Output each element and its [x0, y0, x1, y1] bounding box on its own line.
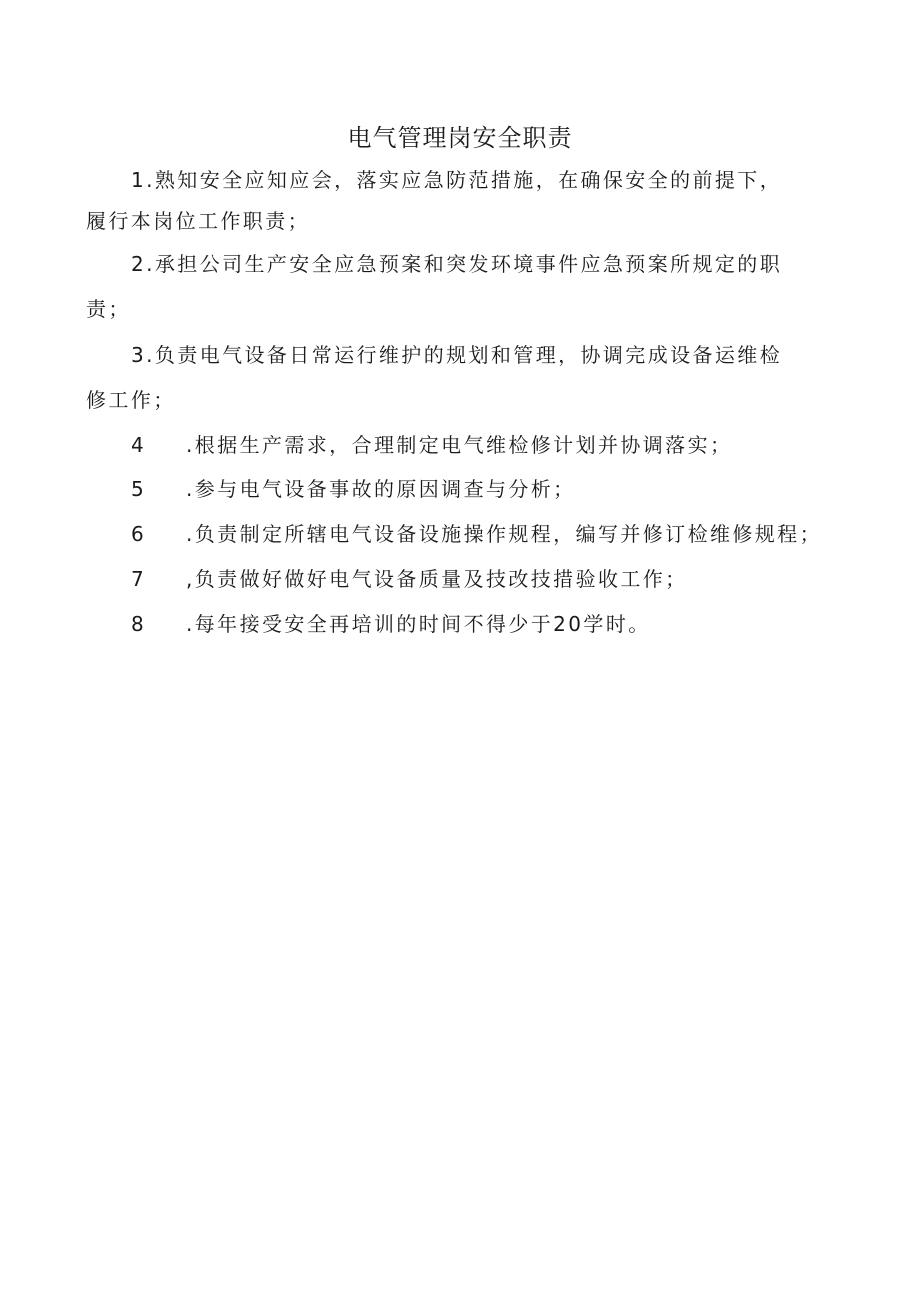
duty-item-2-separator: .: [146, 252, 155, 276]
duty-item-5-text: 参与电气设备事故的原因调查与分析；: [194, 477, 576, 501]
duty-item-7-number: 7: [131, 567, 147, 591]
duty-item-8-separator: .: [186, 612, 195, 636]
duty-item-6-number: 6: [131, 522, 147, 546]
duty-item-7-line: [186, 559, 688, 599]
duty-item-1-text-line-2: 履行本岗位工作职责；: [86, 209, 310, 233]
duty-item-4-separator: .: [186, 433, 195, 457]
duty-item-3-separator: .: [146, 343, 155, 367]
duty-item-2-text-line-1: 承担公司生产安全应急预案和突发环境事件应急预案所规定的职: [154, 252, 783, 276]
duty-item-4-number: 4: [131, 433, 147, 457]
duty-item-5-line: [186, 469, 576, 509]
duty-item-6-line: [186, 514, 822, 554]
duty-item-3-line-1: [131, 335, 782, 375]
duty-item-2-line-1: [131, 244, 782, 284]
duty-item-6-text: 负责制定所辖电气设备设施操作规程，编写并修订检维修规程；: [194, 522, 822, 546]
duty-item-2-text-line-2: 责；: [86, 297, 131, 321]
document-title: 电气管理岗安全职责: [347, 124, 573, 152]
duty-item-1-text-line-1: 熟知安全应知应会，落实应急防范措施，在确保安全的前提下，: [154, 168, 783, 192]
duty-item-7-text: 负责做好做好电气设备质量及技改技措验收工作；: [194, 567, 688, 591]
duty-item-4-line: [186, 425, 732, 465]
duty-item-6-separator: .: [186, 522, 195, 546]
duty-item-2-number: 2: [131, 252, 147, 276]
duty-item-1-number: 1: [131, 168, 147, 192]
duty-item-1-line-1: [131, 160, 782, 200]
duty-item-8-line: [186, 604, 651, 644]
duty-item-5-number: 5: [131, 477, 147, 501]
duty-item-3-number: 3: [131, 343, 147, 367]
duty-item-5-separator: .: [186, 477, 195, 501]
duty-item-8-number: 8: [131, 612, 147, 636]
duty-item-3-text-line-2: 修工作；: [86, 388, 176, 412]
duty-item-1-separator: .: [146, 168, 155, 192]
duty-item-8-text: 每年接受安全再培训的时间不得少于20学时。: [194, 612, 651, 636]
duty-item-3-text-line-1: 负责电气设备日常运行维护的规划和管理，协调完成设备运维检: [154, 343, 783, 367]
duty-item-4-text: 根据生产需求，合理制定电气维检修计划并协调落实；: [194, 433, 733, 457]
duty-item-7-separator: ,: [186, 567, 195, 591]
